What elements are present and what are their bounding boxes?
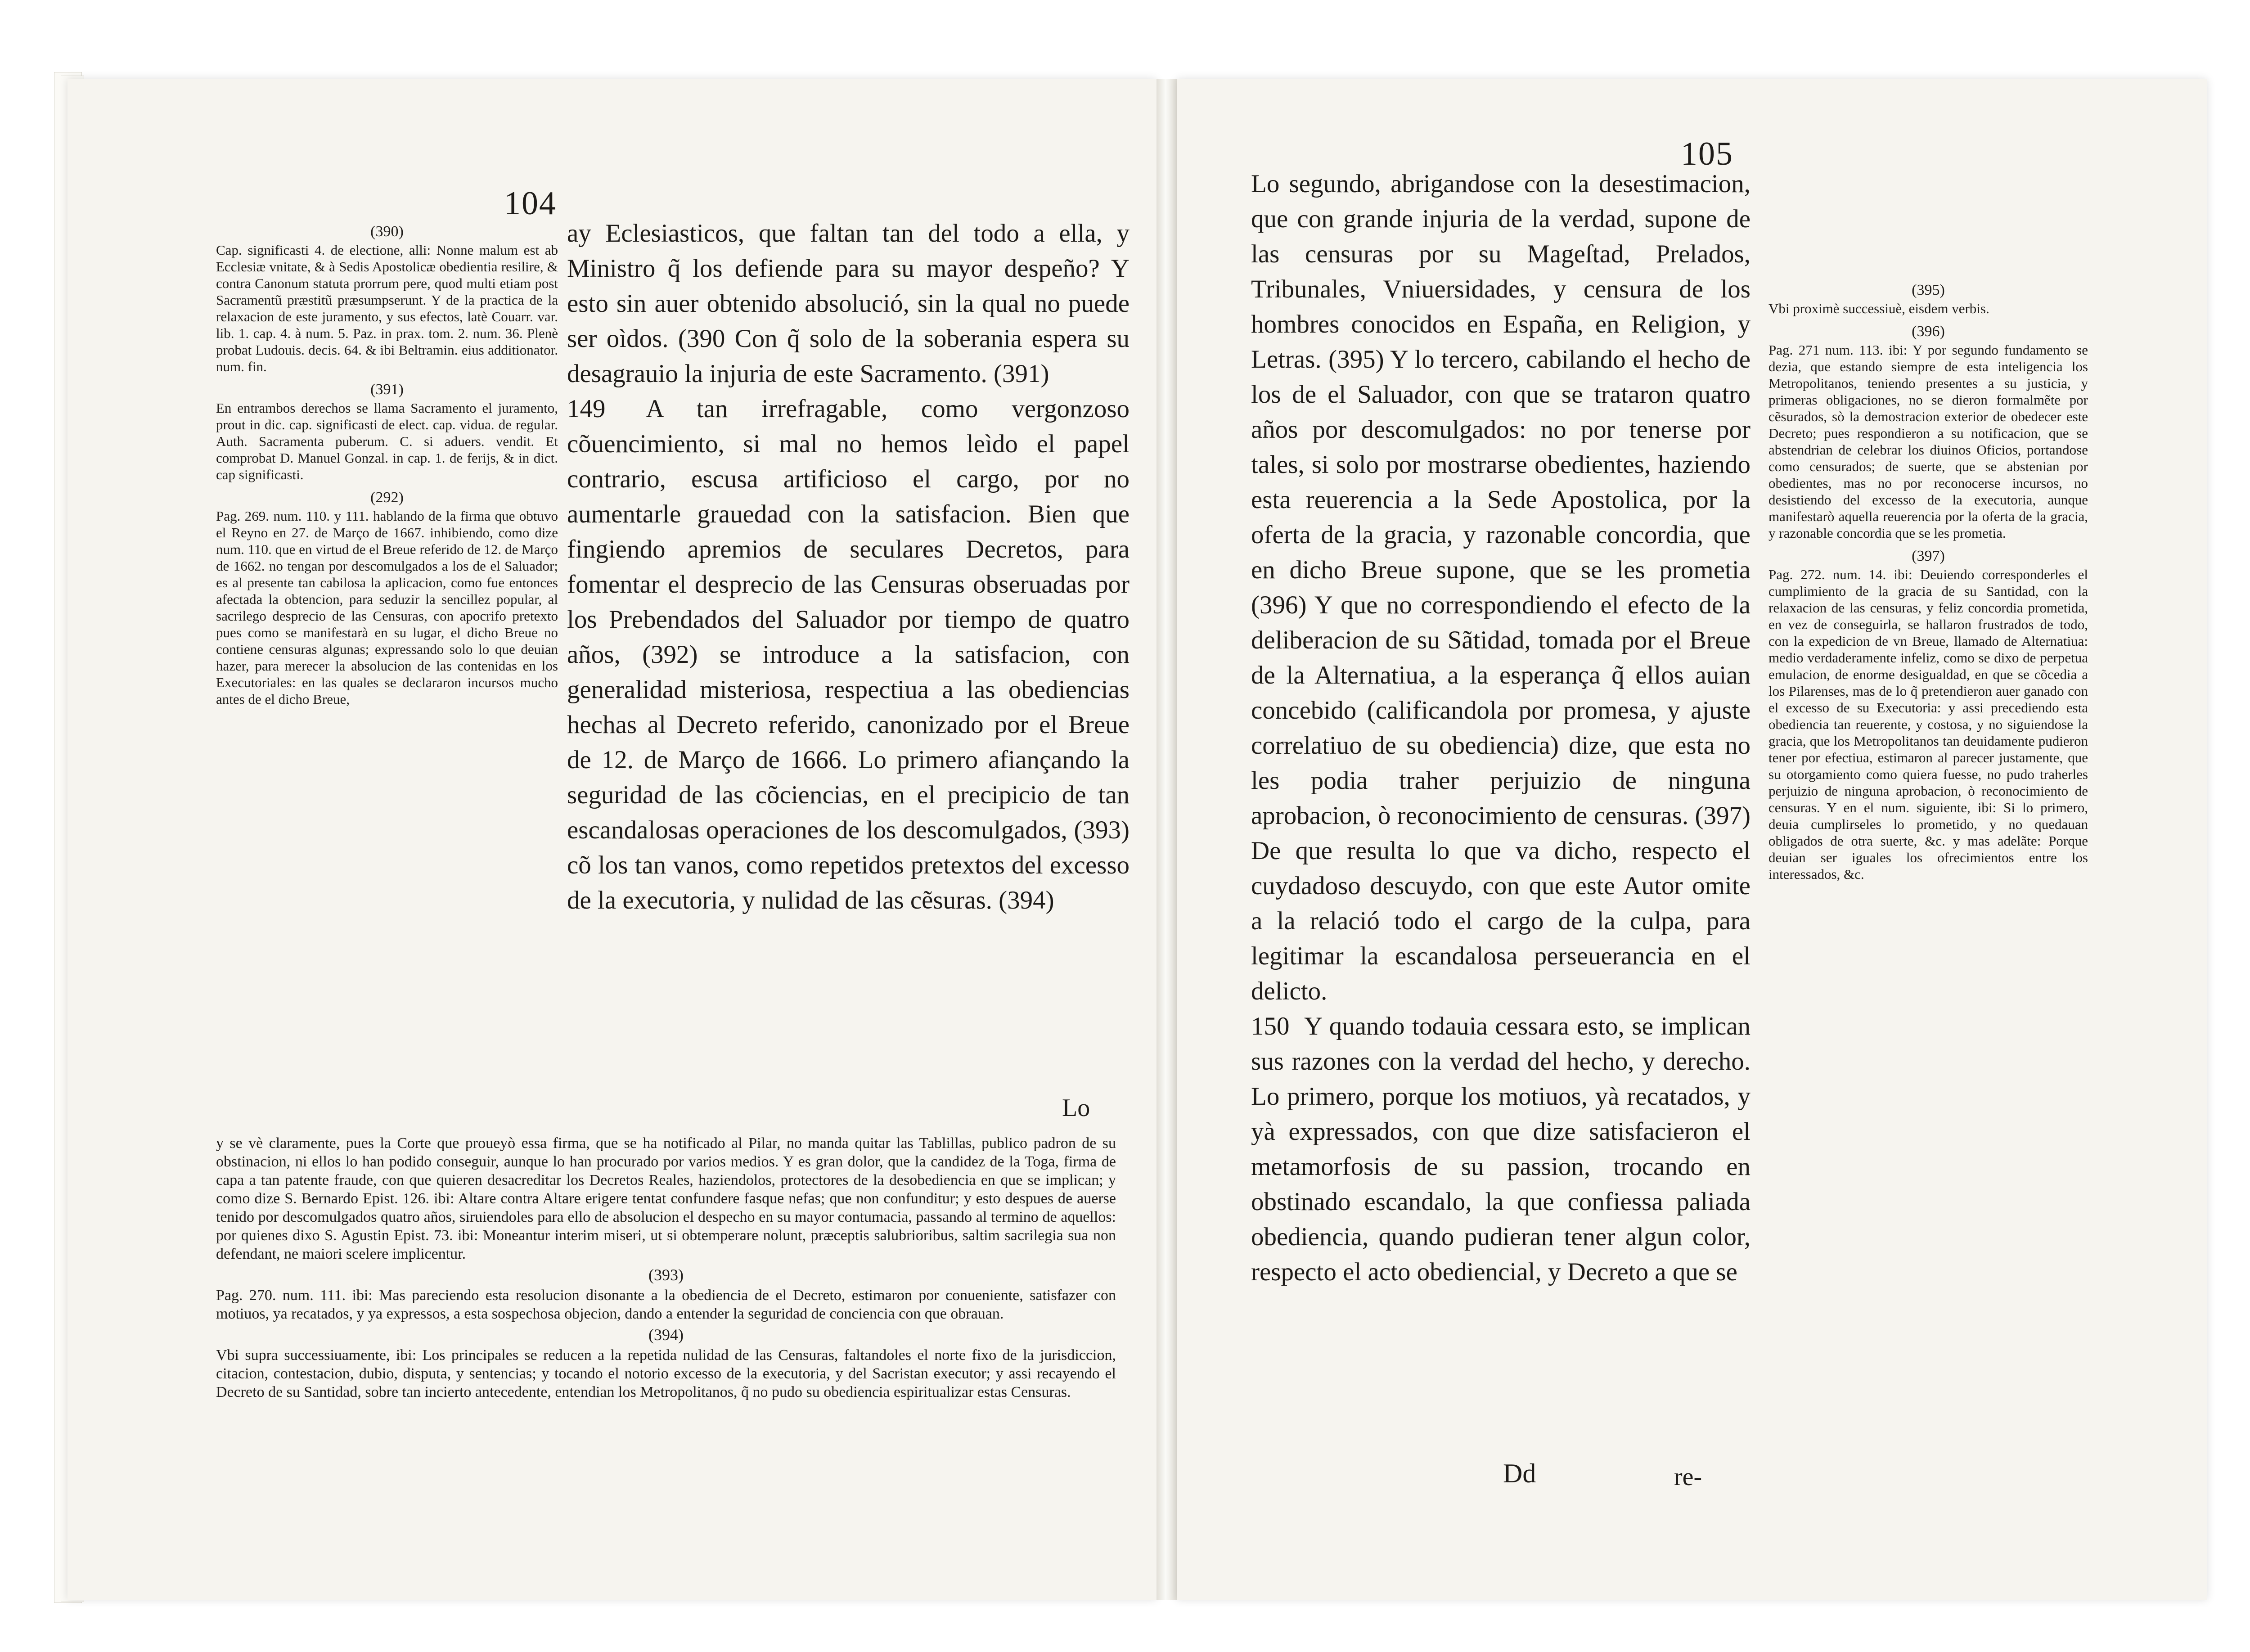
footnote (216, 1326, 1116, 1401)
book-gutter (1156, 79, 1177, 1600)
body-text-right (1251, 167, 1750, 1290)
body-paragraph (1251, 167, 1750, 1009)
note-number: (395) (1912, 282, 1945, 298)
footnote (216, 1266, 1116, 1323)
body-paragraph (1251, 1009, 1750, 1290)
paragraph-text: ay Eclesiasticos, que faltan tan del todo a ella, y Ministro q̃ los defiende para su mayor despeño? Y esto sin auer obtenido absolució, sin la qual no puede ser oìdos. (390 Con q̃ solo de la soberania espera su desagrauio la injuria de este Sacramento. (391) (567, 219, 1130, 388)
note-number: (292) (370, 489, 404, 506)
body-paragraph (567, 392, 1130, 918)
paragraph-text: Lo segundo, abrigandose con la desestimacion, que con grande injuria de la verdad, supone de las censuras por su Mageſtad, Prelados, Tribunales, Vniuersidades, y censura de los hombres conocidos en España, en Religion, y Letras. (395) Y lo tercero, cabilando el hecho de los de el Saluador, con que se trataron quatro años por descomulgados: no por tenerse por tales, si solo por mostrarse obedientes, haziendo esta reuerencia a la Sede Apostolica, por la oferta de la gracia, y razonable concordia, que en dicho Breue supone, que se les prometia (396) Y que no correspondiendo el efecto de la deliberacion de su Sãtidad, tomada por el Breue de la Alternatiua, a la esperança q̃ ellos auian concebido (calificandola por promesa, y ajuste correlatiuo de su obediencia) dize, que esta no les podia traher perjuizio de ninguna aprobacion, ò reconocimiento de censuras. (397) De que resulta lo que va dicho, respecto el cuydadoso descuydo, con que este Autor omite a la relació todo el cargo de la culpa, para legitimar la escandalosa perseuerancia en el delicto. (1251, 170, 1750, 1005)
page-number-left: 104 (504, 185, 557, 222)
note-text: Pag. 272. num. 14. ibi: Deuiendo corresponderles el cumplimiento de la gracia de su Santidad, con la relaxacion de las censuras, y feliz concordia prometida, en vez de conseguirla, se hallaron frustrados de todo, con la expedicion de vn Breue, llamado de Alternatiua: medio verdaderamente infeliz, como se dixo de perpetua emulacion, de enorme desigualdad, en que se cõcedia a los Pilarenses, mas de lo q̃ pretendieron auer ganado con el excesso de su Executoria: y assi precediendo esta obediencia tan reuerente, y costosa, y no siguiendose la gracia, que los Metropolitanos tan deuidamente pudieron tener por efectiua, estimaron al parecer justamente, que su otorgamiento como quiera fuesse, no pudo traherles perjuizio de ninguna aprobacion, ò reconocimiento de censuras. Y en el num. siguiente, ibi: Si lo primero, deuia cumplirseles lo prometido, y no quedauan obligados de otra suerte, &c. y mas adelãte: Porque deuian ser iguales los ofrecimientos entre los interessados, &c. (1768, 567, 2088, 882)
footnotes-left (216, 1134, 1116, 1401)
note-text: Vbi supra successiuamente, ibi: Los principales se reducen a la repetida nulidad de las Censuras, faltandoles el norte fixo de la jurisdiccion, citacion, contestacion, dubio, disputa, y sentencias; y tocando el notorio excesso de la executoria, y del Sacristan executor; y assi recayendo el Decreto de su Santidad, sobre tan incierto antecedente, entendian los Metropolitanos, q̃ no pudo su obediencia espiritualizar estas Censuras. (216, 1347, 1116, 1400)
paragraph-text: A tan irrefragable, como vergonzoso cõuencimiento, si mal no hemos leìdo el papel contrario, escusa artificioso el cargo, por no aumentarle grauedad con la satisfacion. Bien que fingiendo apremios de seculares Decretos, para fomentar el desprecio de las Censuras obseruadas por los Prebendados del Saluador por tiempo de quatro años, (392) se introduce a la satisfacion, con generalidad misteriosa, respectiua a las obediencias hechas al Decreto referido, canonizado por el Breue de 12. de Março de 1666. Lo primero afiançando la seguridad de las cõciencias, en el precipicio de tan escandalosas operaciones de los descomulgados, (393) cõ los tan vanos, como repetidos pretextos del excesso de la executoria, y nulidad de las cẽsuras. (394) (567, 395, 1130, 914)
paragraph-number: 149 (567, 395, 606, 423)
note-text: Pag. 269. num. 110. y 111. hablando de la firma que obtuvo el Reyno en 27. de Março de 1667. inhibiendo, como dize num. 110. que en virtud de el Breue referido de 12. de Março de 1662. no tengan por descomulgados a los de el Saluador; es al presente tan cabilosa la aplicacion, como fue entonces afectada la obtencion, para seduzir la sencillez popular, al sacrilego desprecio de las Censuras, con apocrifo pretexto pues como se manifestarà en su lugar, el dicho Breue no contiene censuras algunas; expressando solo lo que deuian hazer, para merecer la absolucion de las contenidas en los Executoriales: en las quales se declararon incursos mucho antes de el dicho Breue, (216, 508, 558, 707)
paragraph-text: Y quando todauia cessara esto, se implican sus razones con la verdad del hecho, y derecho. Lo primero, porque los motiuos, yà recatados, y yà expressados, con que dize satisfacieron el metamorfosis de su passion, trocando en obstinado escandalo, la que confiessa paliada obediencia, quando pudieran tener algun color, respecto el acto obediencial, y Decreto a que se (1251, 1012, 1751, 1286)
note-text: Cap. significasti 4. de electione, alli: Nonne malum est ab Ecclesiæ vnitate, & à Sedis Apostolicæ obedientia resilire, & contra Canonum statuta prorrum pere, quod multi etiam post Sacramentũ præstitũ præsumpserunt. Y de la practica de la relaxacion de este juramento, y sus efectos, latè Couarr. var. lib. 1. cap. 4. à num. 5. Paz. in prax. tom. 2. num. 36. Plenè probat Ludouis. decis. 64. & ibi Beltramin. eius additionator. num. fin. (216, 242, 558, 374)
note-number: (394) (648, 1326, 684, 1344)
body-paragraph (567, 216, 1130, 392)
note-number: (397) (1912, 548, 1945, 564)
margin-note (1768, 323, 2088, 541)
note-number: (393) (648, 1266, 684, 1284)
margin-note (216, 381, 558, 483)
margin-notes-right (1768, 279, 2088, 889)
margin-notes-left (216, 221, 558, 714)
note-text: Pag. 271 num. 113. ibi: Y por segundo fundamento se dezia, que estando siempre de esta inteligencia los Metropolitanos, teniendo presentes a su justicia, y primeras obligaciones, no se dieron formalmẽte por cẽsurados, sò la demostracion exterior de obedecer este Decreto; pues respondieron a su notificacion, que se abstendrian de celebrar los diuinos Oficios, portandose como censurados; de suerte, que se abstenian por obedientes, mas no por reconocerse incursos, no desistiendo del excesso de la executoria, aunque manifestarò aquella reuerencia por la oferta de la gracia, y razonable concordia que se les prometia. (1768, 342, 2088, 541)
note-number: (396) (1912, 323, 1945, 340)
margin-note (1768, 548, 2088, 882)
note-number: (390) (370, 223, 404, 240)
catchword-right: re- (1674, 1463, 1702, 1491)
page-number-right: 105 (1681, 135, 1733, 172)
body-text-left (567, 216, 1130, 918)
note-text: En entrambos derechos se llama Sacramento el juramento, prout in dic. cap. significasti de elect. cap. vidua. de regular. Auth. Sacramenta puberum. C. si aduers. vendit. Et comprobat D. Manuel Gonzal. in cap. 1. de ferijs, & in dict. cap significasti. (216, 400, 558, 482)
paragraph-number: 150 (1251, 1012, 1290, 1040)
signature-mark: Dd (1503, 1458, 1536, 1488)
note-number: (391) (370, 381, 404, 398)
note-text: Vbi proximè successiuè, eisdem verbis. (1768, 301, 1989, 316)
catchword-left: Lo (1062, 1094, 1090, 1122)
margin-note (1768, 282, 2088, 317)
margin-note (216, 223, 558, 375)
note-text: Pag. 270. num. 111. ibi: Mas pareciendo esta resolucion disonante a la obediencia de el Decreto, estimaron por conueniente, satisfazer con motiuos, ya recatados, y ya expressos, a esta sospechosa objecion, dando a entender la seguridad de conciencia con que obrauan. (216, 1287, 1116, 1322)
margin-note (216, 489, 558, 707)
footnote-continuation: y se vè claramente, pues la Corte que proueyò essa firma, que se ha notificado al Pilar, no manda quitar las Tablillas, publico padron de su obstinacion, ni ellos lo han podido conseguir, aunque lo han procurado por varios medios. Y es gran dolor, que la candidez de la Toga, firma de capa a tan patente fraude, con que quieren desacreditar los Decretos Reales, haziendolos, protectores de la desobediencia en que se implican; y como dize S. Bernardo Epist. 126. ibi: Altare contra Altare erigere tentat confundere fasque nefas; que non confunditur; y esto despues de auerse tenido por descomulgados quatro años, siruiendoles para ello de absolucion el despecho en su mayor contumacia, passando al termino de aquellos: por quienes dixo S. Agustin Epist. 73. ibi: Moneantur interim miseri, ut si obtemperare nolunt, præceptis salubrioribus, saltim sacrilegia sua non defendant, ne maiori scelere implicentur. (216, 1135, 1116, 1262)
